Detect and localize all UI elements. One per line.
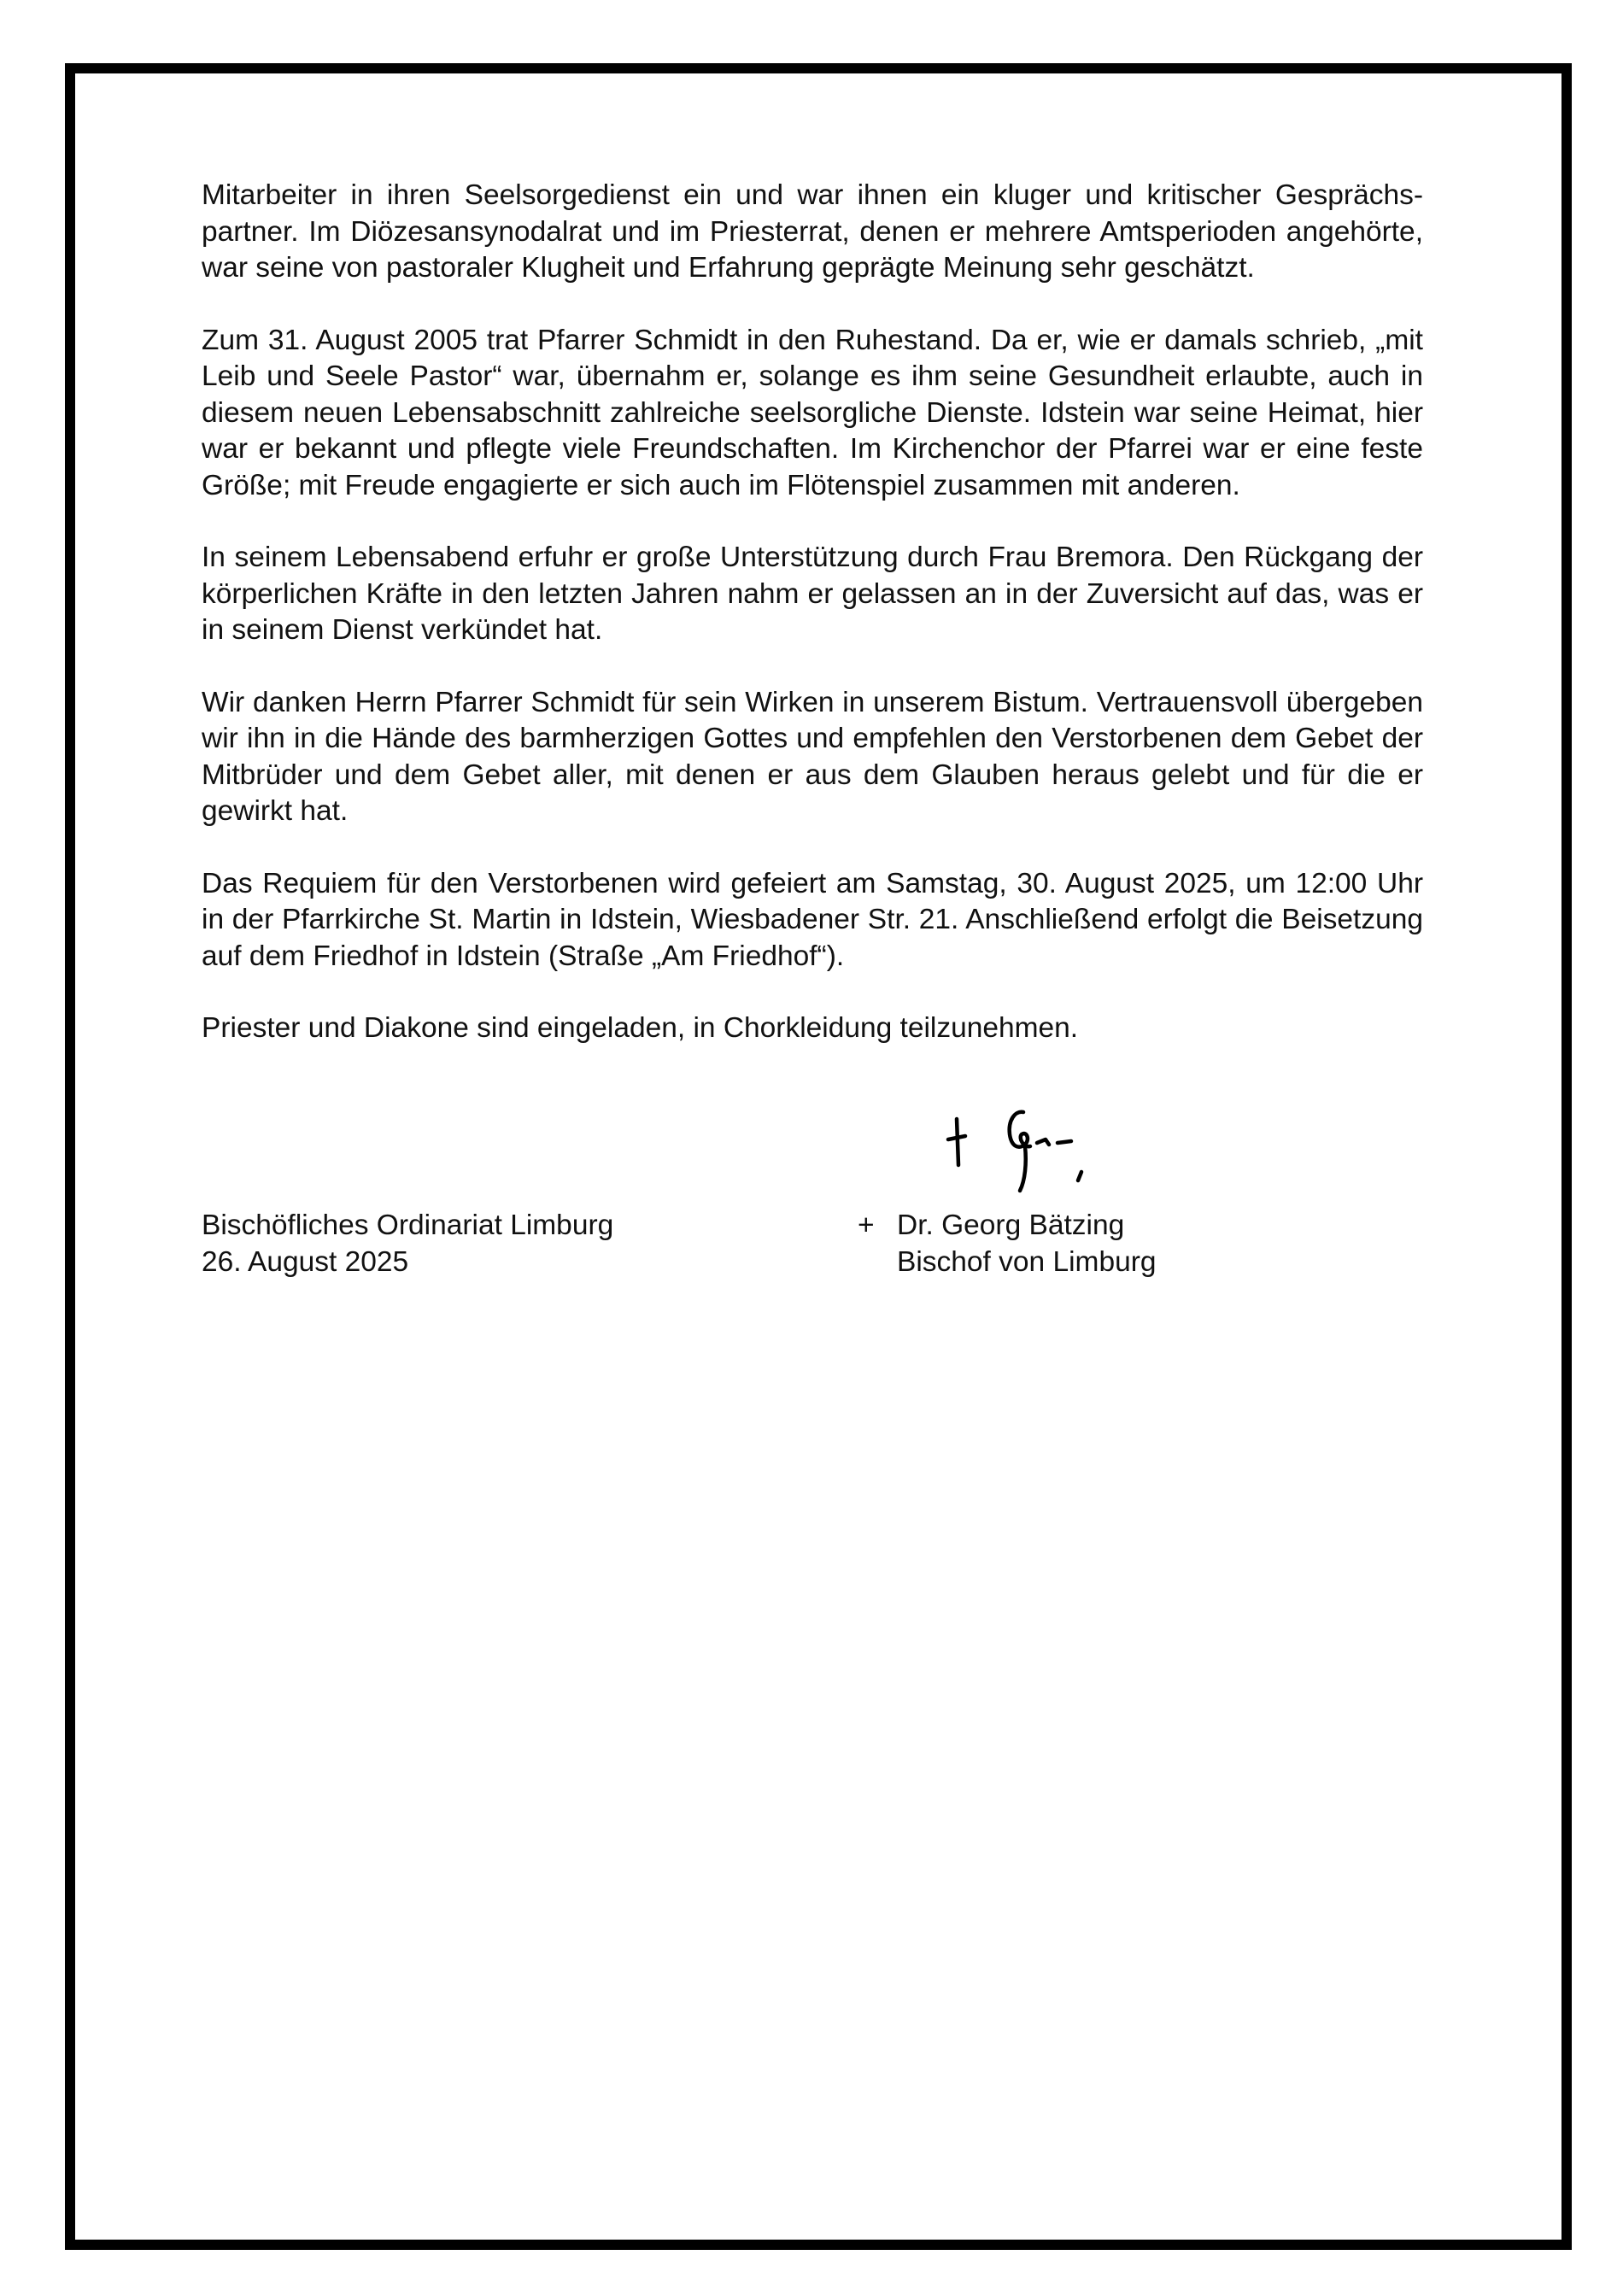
issuer-block bbox=[202, 1208, 613, 1280]
paragraph-retirement: Zum 31. August 2005 trat Pfarrer Schmidt in den Ruhestand. Da er, wie er damals schrieb, „mit Leib und Seele Pastor“ war, übernahm er, solange es ihm seine Gesundheit erlaubte, auch in diesem neuen Lebensabschnitt zahlreiche seelsorgliche Dienste. Idstein war seine Heimat, hier war er bekannt und pflegte viele Freundschaften. Im Kirchenchor der Pfarrei war er eine feste Größe; mit Freude engagierte er sich auch im Flötenspiel zusammen mit anderen. bbox=[202, 324, 1423, 501]
paragraph-invitation: Priester und Diakone sind eingeladen, in Chorkleidung teilzunehmen. bbox=[202, 1012, 1079, 1044]
cross-symbol: + bbox=[858, 1210, 875, 1241]
issuer-name: Bischöfliches Ordinariat Limburg bbox=[202, 1210, 614, 1241]
issue-date: 26. August 2025 bbox=[202, 1245, 409, 1278]
paragraph-old-age: In seinem Lebensabend erfuhr er große Unterstützung durch Frau Bremora. Den Rückgang der körperlichen Kräfte in den letzten Jahren nahm er gelassen an in der Zuversicht auf das, was er in seinem Dienst verkündet hat. bbox=[202, 542, 1423, 646]
letter-body bbox=[202, 178, 1423, 1083]
signatory-block bbox=[897, 1208, 1157, 1280]
signatory-title: Bischof von Limburg bbox=[897, 1245, 1157, 1278]
paragraph-service: Mitarbeiter in ihren Seelsorgedienst ein und war ihnen ein kluger und kritischer Gesprächspartner. Im Diözesansynodalrat und im Priesterrat, denen er mehrere Amtsperioden angehörte, war seine von pastoraler Klugheit und Erfahrung geprägte Meinung sehr geschätzt. bbox=[202, 179, 1423, 284]
paragraph-thanks: Wir danken Herrn Pfarrer Schmidt für sein Wirken in unserem Bistum. Vertrauensvoll übergeben wir ihn in die Hände des barmherzigen Gottes und empfehlen den Verstorbenen dem Gebet der Mitbrüder und dem Gebet aller, mit denen er aus dem Glauben heraus gelebt und für die er gewirkt hat. bbox=[202, 686, 1423, 827]
paragraph-requiem: Das Requiem für den Verstorbenen wird gefeiert am Samstag, 30. August 2025, um 12:00 Uhr in der Pfarrkirche St. Martin in Idstein, Wiesbadener Str. 21. Anschließend erfolgt die Beisetzung auf dem Friedhof in Idstein (Straße „Am Friedhof“). bbox=[202, 867, 1423, 972]
signatory-name: Dr. Georg Bätzing bbox=[897, 1210, 1125, 1241]
handwritten-signature bbox=[931, 1086, 1119, 1206]
